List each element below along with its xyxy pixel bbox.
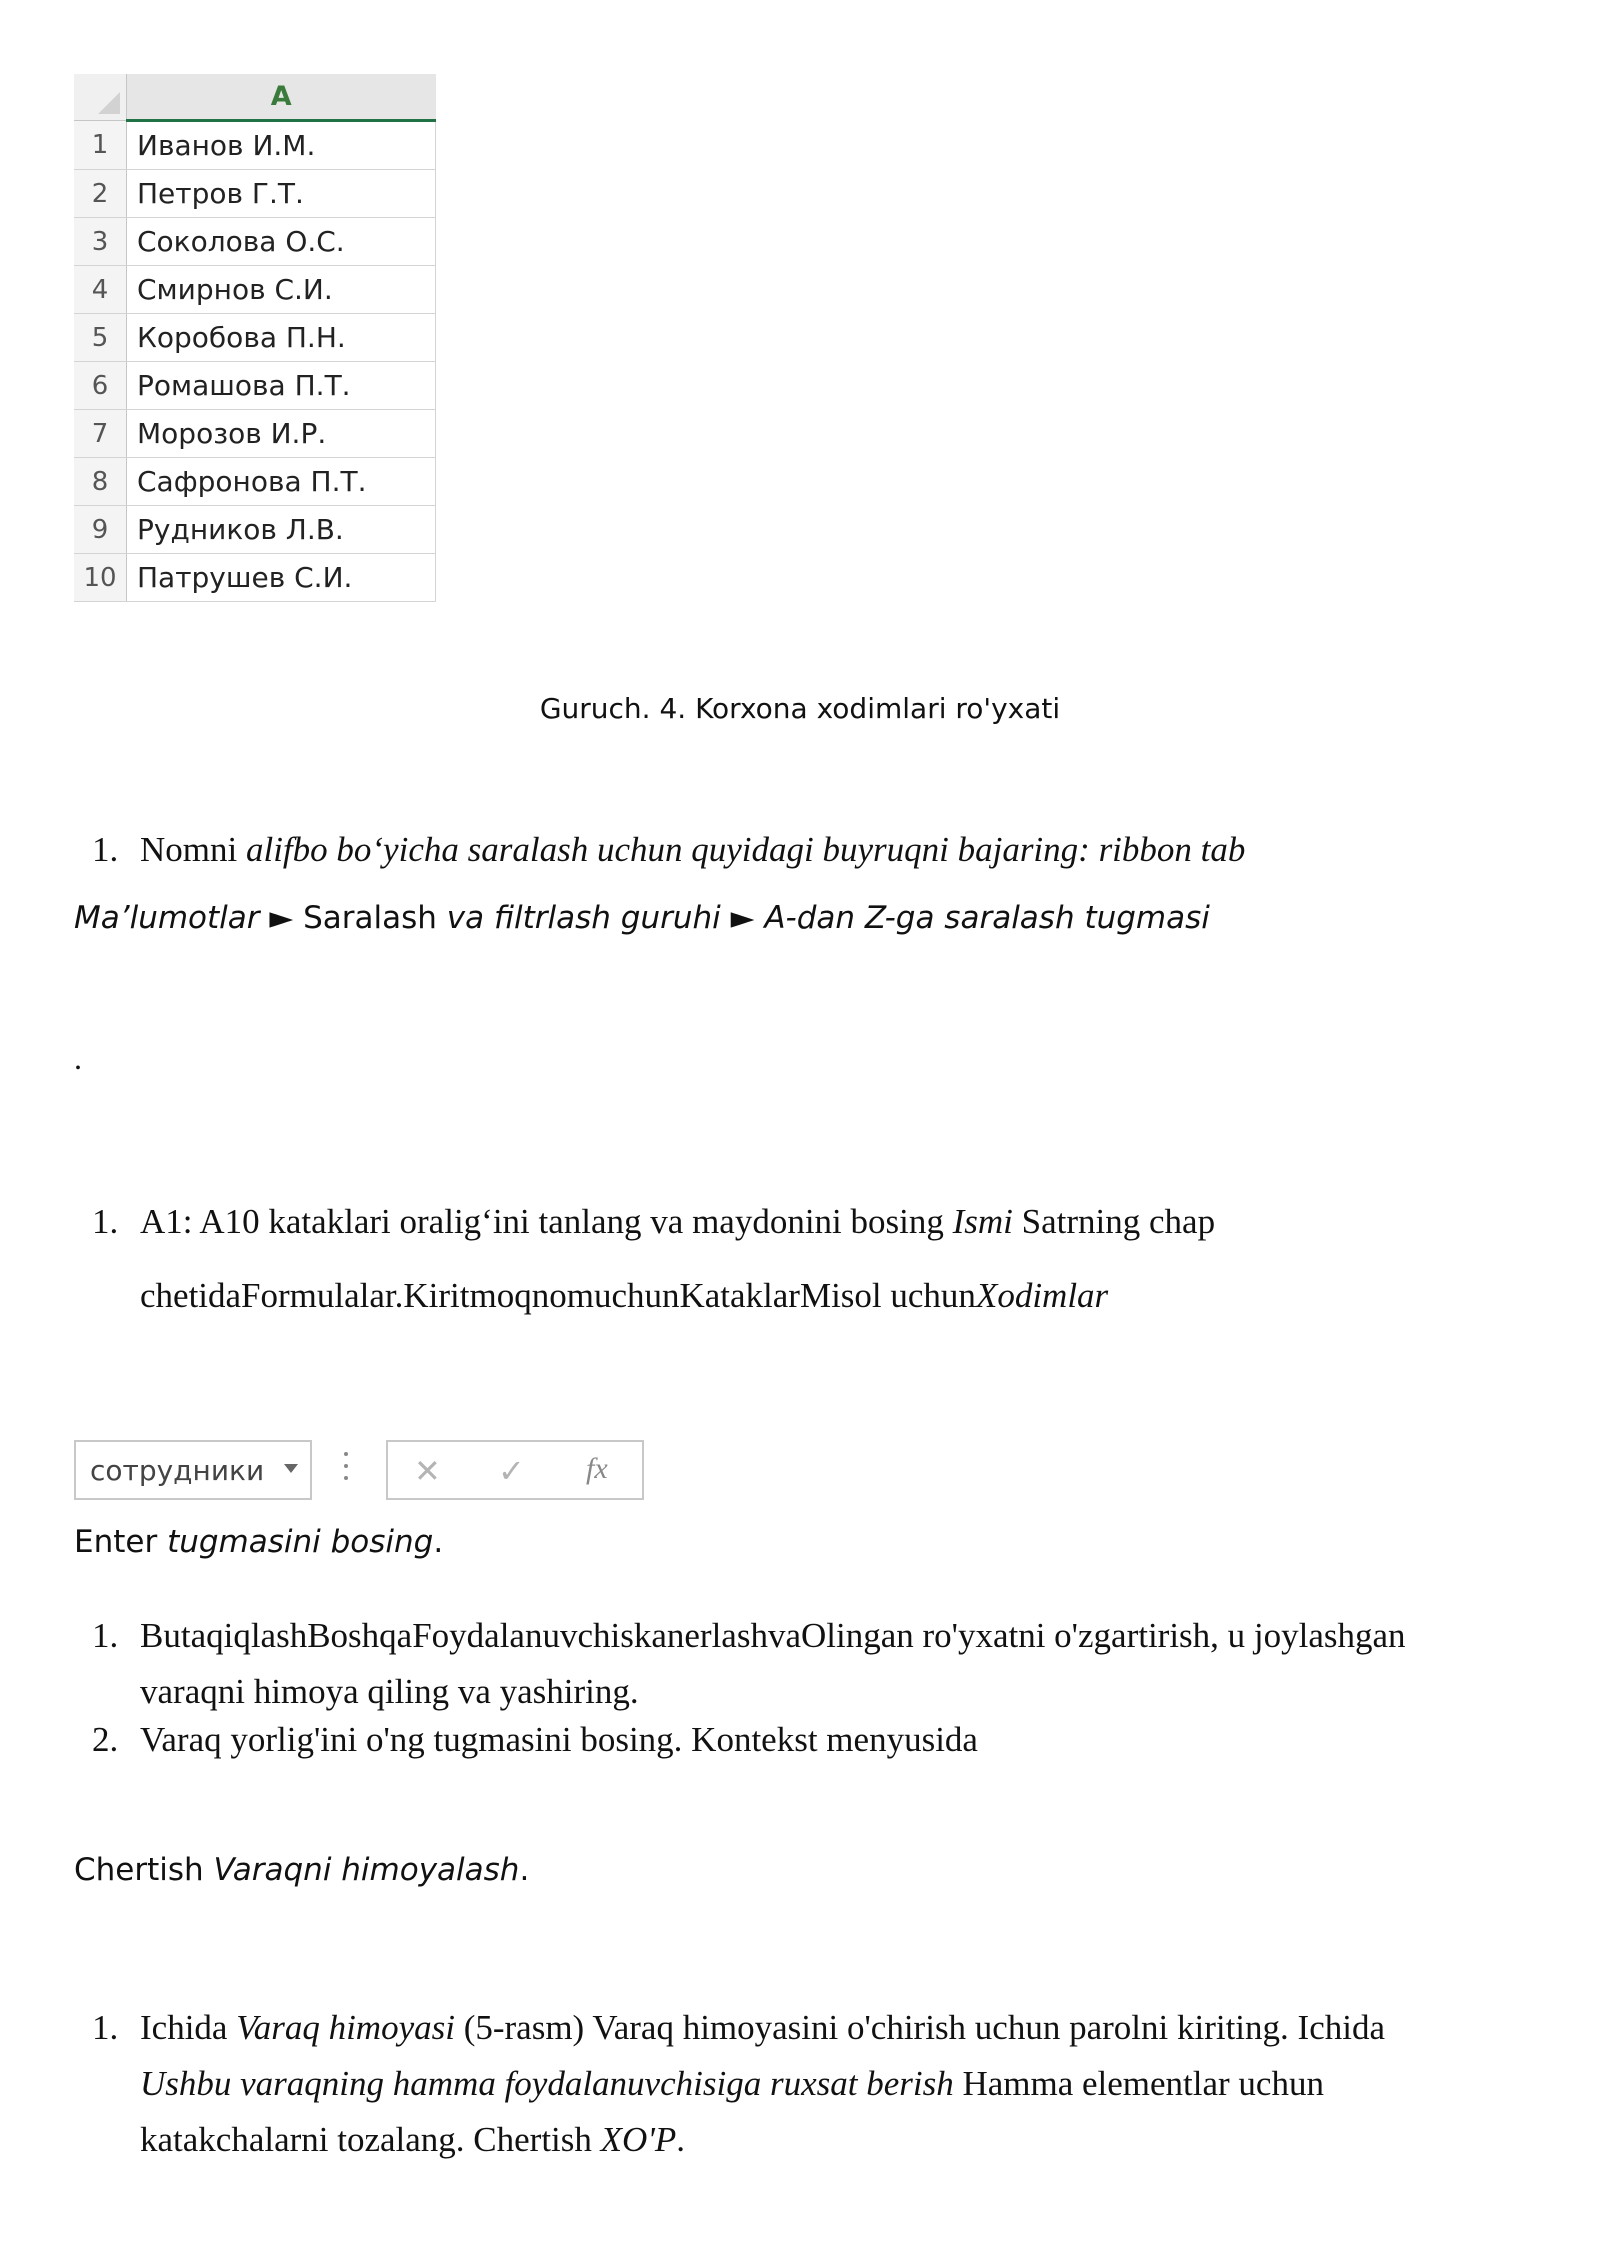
table-cell[interactable]: Рудников Л.В. xyxy=(127,506,436,554)
list-number: 1. xyxy=(92,2008,119,2047)
allow-all-users-label: Ushbu varaqning hamma foydalanuvchisiga ruxsat berish xyxy=(140,2064,954,2103)
formula-bar-buttons xyxy=(386,1440,644,1500)
table-row xyxy=(74,554,436,602)
row-header[interactable]: 8 xyxy=(74,458,127,506)
row-header[interactable]: 4 xyxy=(74,266,127,314)
spreadsheet-fragment xyxy=(74,74,436,602)
table-row xyxy=(74,314,436,362)
table-row xyxy=(74,458,436,506)
table-row xyxy=(74,218,436,266)
list-number: 1. xyxy=(92,830,119,869)
step4-line1 xyxy=(92,2000,1385,2056)
sort-label: Saralash xyxy=(303,900,437,936)
table-row xyxy=(74,266,436,314)
step2-line2 xyxy=(140,1268,1108,1324)
arrow-right-icon: ► xyxy=(269,900,294,936)
table-cell[interactable]: Смирнов С.И. xyxy=(127,266,436,314)
table-cell[interactable]: Коробова П.Н. xyxy=(127,314,436,362)
table-cell[interactable]: Соколова О.С. xyxy=(127,218,436,266)
step1-line1 xyxy=(92,822,1245,878)
row-header[interactable]: 9 xyxy=(74,506,127,554)
name-box-value[interactable]: сотрудники xyxy=(90,1454,265,1487)
ribbon-tab-data: Ma’lumotlar xyxy=(74,900,260,936)
column-header-a[interactable]: A xyxy=(127,74,436,121)
table-cell[interactable]: Патрушев С.И. xyxy=(127,554,436,602)
sort-filter-group: va filtrlash guruhi xyxy=(446,900,721,936)
list3-item1-line1 xyxy=(92,1608,1406,1664)
click-instruction xyxy=(74,1852,529,1888)
period: . xyxy=(519,1852,530,1888)
table-cell[interactable]: Иванов И.М. xyxy=(127,121,436,170)
table-row xyxy=(74,410,436,458)
table-cell[interactable]: Сафронова П.Т. xyxy=(127,458,436,506)
table-cell[interactable]: Ромашова П.Т. xyxy=(127,362,436,410)
row-header[interactable]: 2 xyxy=(74,170,127,218)
step2-text-tail: Satrning chap xyxy=(1012,1202,1216,1241)
protect-sheet-label: Varaqni himoyalash xyxy=(213,1852,520,1888)
click-label: Chertish xyxy=(74,1852,214,1888)
step4-text: (5-rasm) Varaq himoyasini o'chirish uchun parolni kiriting. Ichida xyxy=(454,2008,1385,2047)
period: . xyxy=(676,2120,685,2159)
step1-line2 xyxy=(74,900,1210,936)
row-header[interactable]: 3 xyxy=(74,218,127,266)
figure-caption: Guruch. 4. Korxona xodimlari ro'yxati xyxy=(539,692,1061,725)
table-cell[interactable]: Морозов И.Р. xyxy=(127,410,436,458)
step1-italic: alifbo bo‘yicha saralash uchun quyidagi buyruqni bajaring: ribbon tab xyxy=(245,830,1246,869)
arrow-right-icon: ► xyxy=(730,900,755,936)
select-all-corner[interactable] xyxy=(74,74,127,121)
period: . xyxy=(433,1524,444,1560)
list-number: 1. xyxy=(92,1616,119,1655)
step2-italic: Xodimlar xyxy=(975,1276,1109,1315)
stray-dot: . xyxy=(74,1040,82,1076)
step4-line2 xyxy=(140,2056,1324,2112)
list-item-text: ButaqiqlashBoshqaFoydalanuvchiskanerlashvaOlingan ro'yxatni o'zgartirish, u joylashgan xyxy=(140,1616,1406,1655)
sheet-protection-dialog-label: Varaq himoyasi xyxy=(236,2008,455,2047)
column-header-row xyxy=(74,74,436,121)
list-number: 2. xyxy=(92,1720,119,1759)
table-row xyxy=(74,121,436,170)
table-row xyxy=(74,362,436,410)
cancel-icon[interactable]: ✕ xyxy=(414,1452,441,1490)
step2-text: chetidaFormulalar.KiritmoqnomuchunKataklarMisol uchun xyxy=(140,1276,976,1315)
list3-item2 xyxy=(92,1712,978,1768)
row-header[interactable]: 5 xyxy=(74,314,127,362)
name-box[interactable] xyxy=(74,1440,312,1500)
row-header[interactable]: 1 xyxy=(74,121,127,170)
chevron-down-icon[interactable] xyxy=(284,1464,298,1473)
row-header[interactable]: 6 xyxy=(74,362,127,410)
table-row xyxy=(74,506,436,554)
insert-function-icon[interactable]: fx xyxy=(586,1452,608,1485)
table-row xyxy=(74,170,436,218)
row-header[interactable]: 10 xyxy=(74,554,127,602)
step4-line3 xyxy=(140,2112,685,2168)
checkmark-icon[interactable]: ✓ xyxy=(498,1452,525,1490)
table-cell[interactable]: Петров Г.Т. xyxy=(127,170,436,218)
list-number: 1. xyxy=(92,1202,119,1241)
step2-text: A1: A10 kataklari oralig‘ini tanlang va maydonini bosing xyxy=(140,1202,953,1241)
step2-line1 xyxy=(92,1194,1215,1250)
enter-key-label: Enter xyxy=(74,1524,168,1560)
list-item-text: Varaq yorlig'ini o'ng tugmasini bosing. Kontekst menyusida xyxy=(140,1720,978,1759)
step4-text: Hamma elementlar uchun xyxy=(953,2064,1324,2103)
enter-instruction-italic: tugmasini bosing xyxy=(167,1524,434,1560)
enter-instruction xyxy=(74,1524,443,1560)
drag-handle-icon[interactable] xyxy=(342,1452,350,1488)
ok-button-label: XO'P xyxy=(600,2120,677,2159)
row-header[interactable]: 7 xyxy=(74,410,127,458)
step2-italic: Ismi xyxy=(952,1202,1013,1241)
list3-item1-line2: varaqni himoya qiling va yashiring. xyxy=(140,1672,639,1711)
step4-text: Ichida xyxy=(140,2008,237,2047)
step4-text: katakchalarni tozalang. Chertish xyxy=(140,2120,601,2159)
step1-text: Nomni xyxy=(140,830,246,869)
sort-az-button-label: A-dan Z-ga saralash tugmasi xyxy=(764,900,1210,936)
